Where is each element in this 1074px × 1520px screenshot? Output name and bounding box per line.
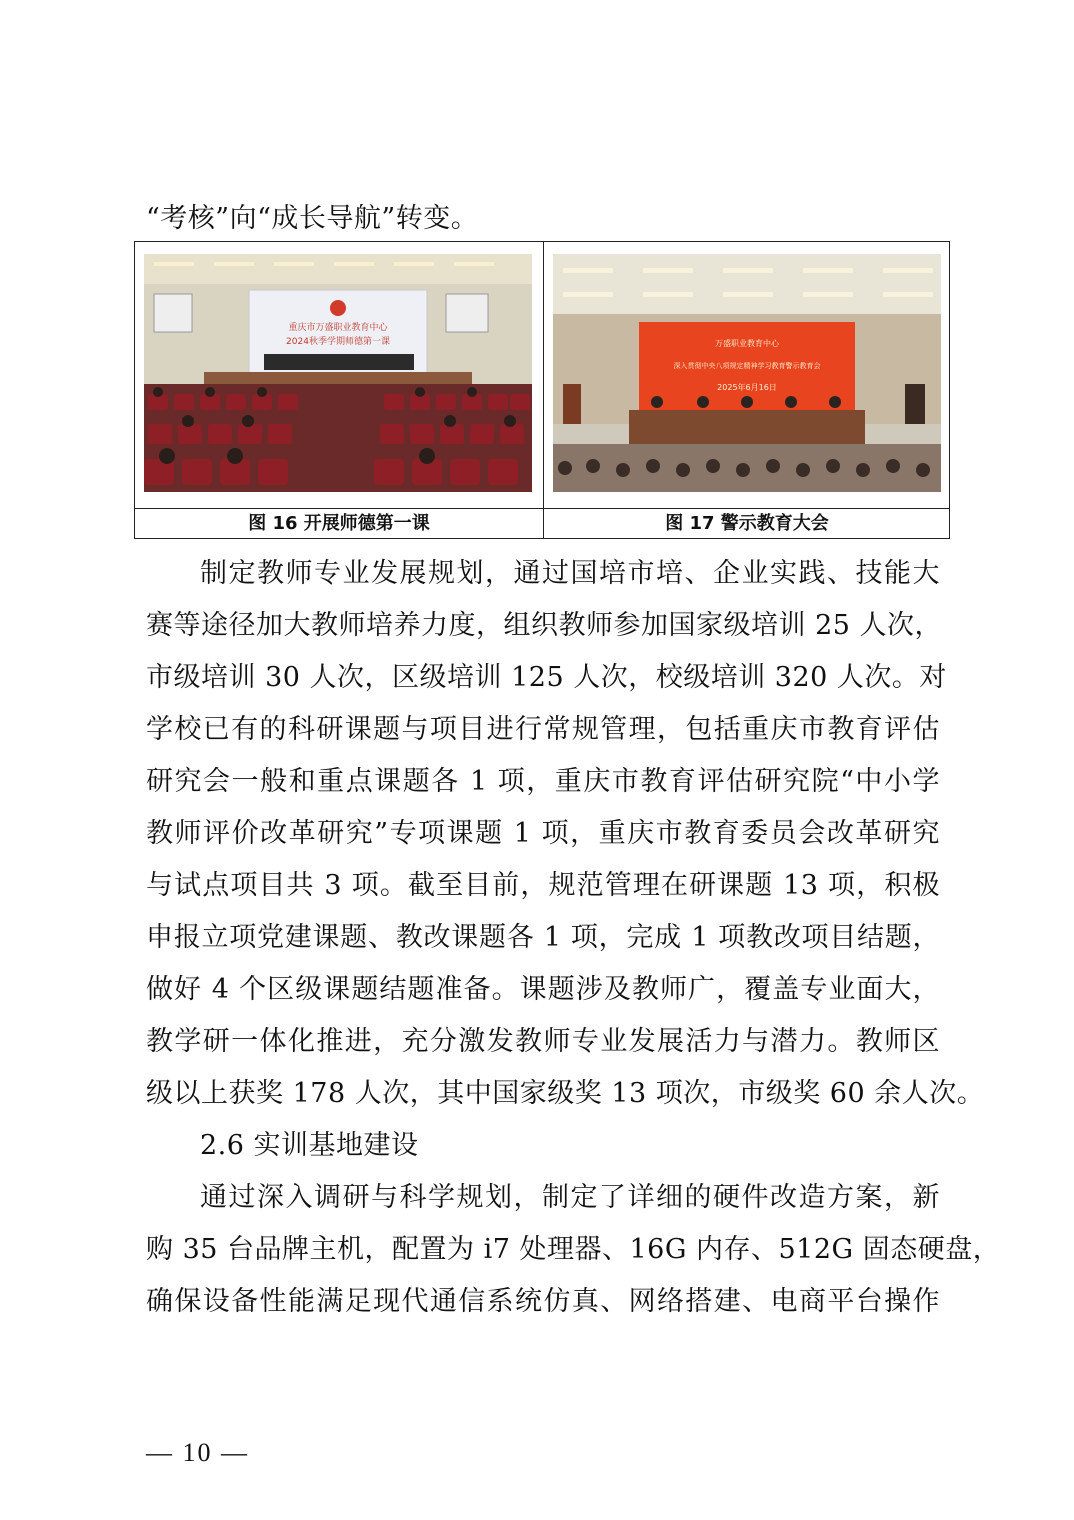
- screen-line-3: 2025年6月16日: [717, 383, 777, 392]
- paragraph-line: 赛等途径加大教师培养力度，组织教师参加国家级培训 25 人次，: [146, 610, 943, 641]
- paragraph-line: 通过深入调研与科学规划，制定了详细的硬件改造方案，新: [200, 1182, 940, 1213]
- paragraph-line: 购 35 台品牌主机，配置为 i7 处理器、16G 内存、512G 固态硬盘，: [146, 1234, 1001, 1265]
- photo-teacher-ethics-lesson: [144, 254, 532, 492]
- screen-line-2: 深入贯彻中央八项规定精神学习教育警示教育会: [673, 362, 821, 370]
- paragraph-line: 做好 4 个区级课题结题准备。课题涉及教师广，覆盖专业面大，: [146, 974, 940, 1005]
- figure-17-caption: 图 17 警示教育大会: [665, 513, 829, 534]
- paragraph-line: 级以上获奖 178 人次，其中国家级奖 13 项次，市级奖 60 余人次。: [146, 1078, 985, 1109]
- paragraph-line: 市级培训 30 人次，区级培训 125 人次，校级培训 320 人次。对: [146, 662, 947, 693]
- paragraph-line: 研究会一般和重点课题各 1 项，重庆市教育评估研究院“中小学: [146, 766, 940, 797]
- photo-warning-education-meeting: [553, 254, 941, 492]
- paragraph-line: 确保设备性能满足现代通信系统仿真、网络搭建、电商平台操作: [146, 1286, 940, 1317]
- page-number: — 10 —: [146, 1438, 249, 1467]
- section-heading: 2.6 实训基地建设: [200, 1130, 419, 1161]
- screen-line-1: 重庆市万盛职业教育中心: [288, 323, 388, 333]
- paragraph-line: 与试点项目共 3 项。截至目前，规范管理在研课题 13 项，积极: [146, 870, 940, 901]
- continuation-text: “考核”向“成长导航”转变。: [146, 203, 479, 234]
- caption-row-line: [135, 508, 949, 509]
- figure-divider: [543, 242, 544, 538]
- paragraph-line: 教师评价改革研究”专项课题 1 项，重庆市教育委员会改革研究: [146, 818, 940, 849]
- figure-table: [134, 241, 950, 539]
- paragraph-line: 申报立项党建课题、教改课题各 1 项，完成 1 项教改项目结题，: [146, 922, 940, 953]
- screen-line-2: 2024秋季学期师德第一课: [286, 337, 390, 347]
- screen-line-1: 万盛职业教育中心: [715, 339, 779, 348]
- paragraph-line: 制定教师专业发展规划，通过国培市培、企业实践、技能大: [200, 558, 940, 589]
- paragraph-line: 教学研一体化推进，充分激发教师专业发展活力与潜力。教师区: [146, 1026, 940, 1057]
- paragraph-line: 学校已有的科研课题与项目进行常规管理，包括重庆市教育评估: [146, 714, 940, 745]
- figure-16-caption: 图 16 开展师德第一课: [248, 513, 430, 534]
